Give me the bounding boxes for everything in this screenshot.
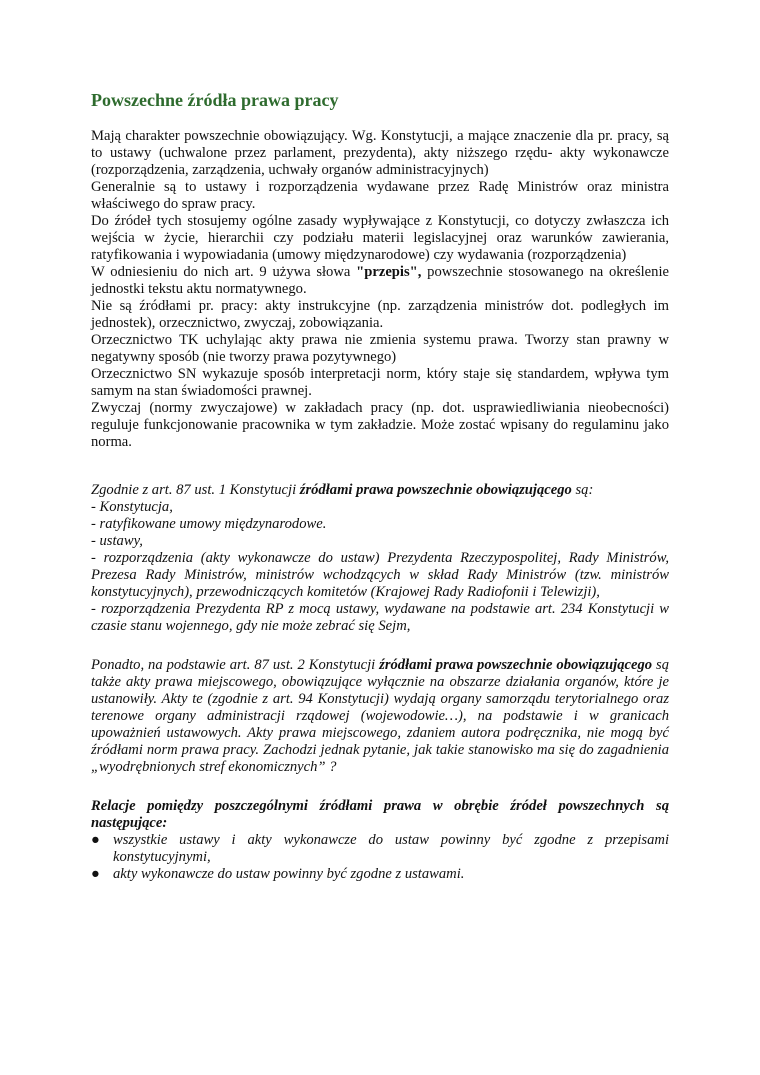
art87-2-bold: źródłami prawa powszechnie obowiązującego xyxy=(379,657,653,673)
p4-text-after: powszechnie stosowanego na określenie jednostki tekstu aktu normatywnego. xyxy=(91,264,669,297)
art87-1-section xyxy=(91,482,669,635)
list-item: - ratyfikowane umowy międzynarodowe. xyxy=(91,516,327,532)
art87-1-lead-after: są: xyxy=(571,482,594,498)
art87-2-section xyxy=(91,657,669,776)
bullet-icon: ● xyxy=(91,866,100,882)
bullet-item xyxy=(91,866,669,883)
art87-1-lead xyxy=(91,482,669,499)
list-item: - rozporządzenia (akty wykonawcze do ustaw) Prezydenta Rzeczypospolitej, Rady Ministrów, Prezesa Rady Ministrów, ministrów wchodzących w skład Rady Ministrów (tzw. ministrów konstytucyjnych), przewodniczących komitetów (Krajowej Rady Radiofonii i Telewizji), xyxy=(91,550,669,600)
intro-paragraph-4 xyxy=(91,264,669,298)
art87-2-after: są także akty prawa miejscowego, obowiązujące wyłącznie na obszarze działania organów, które je ustanowiły. Akty te (zgodnie z art. 94 Konstytucji) wydają organy samorządu terytorialnego oraz terenowe organy administracji rządowej (wojewodowie…), na podstawie i w granicach upoważnień ustawowych. Akty prawa miejscowego, zdaniem autora podręcznika, nie mogą być źródłami norm prawa pracy. Zachodzi jednak pytanie, jak takie stanowisko ma się do zagadnienia „wyodrębnionych stref ekonomicznych” ? xyxy=(91,657,669,775)
art87-2-paragraph xyxy=(91,657,669,776)
intro-paragraph-1: Mają charakter powszechnie obowiązujący. Wg. Konstytucji, a mające znaczenie dla pr. pracy, są to ustawy (uchwalone przez parlament, prezydenta), akty niższego rzędu- akty wykonawcze (rozporządzenia, zarządzenia, uchwały organów administracyjnych) xyxy=(91,128,669,178)
intro-paragraph-5: Nie są źródłami pr. pracy: akty instrukcyjne (np. zarządzenia ministrów dot. podległych im jednostek), orzecznictwo, zwyczaj, zobowiązania. xyxy=(91,298,669,331)
art87-1-lead-bold: źródłami prawa powszechnie obowiązującego xyxy=(299,482,572,498)
intro-paragraph-7: Orzecznictwo SN wykazuje sposób interpretacji norm, który staje się standardem, wpływa tym samym na stan świadomości prawnej. xyxy=(91,366,669,399)
intro-paragraph-3: Do źródeł tych stosujemy ogólne zasady wypływające z Konstytucji, co dotyczy zwłaszcza ich wejścia w życie, hierarchii czy podziału materii legislacyjnej oraz warunków zawierania, ratyfikowania i wypowiadania (umowy międzynarodowe) czy wydawania (rozporządzenia) xyxy=(91,213,669,263)
intro-paragraph-8: Zwyczaj (normy zwyczajowe) w zakładach pracy (np. dot. usprawiedliwiania nieobecności) reguluje funkcjonowanie pracownika w tym zakładzie. Może zostać wpisany do regulaminu jako norma. xyxy=(91,400,669,450)
relations-heading-text: Relacje pomiędzy poszczególnymi źródłami prawa w obrębie źródeł powszechnych są następujące: xyxy=(91,798,669,831)
list-item: - rozporządzenia Prezydenta RP z mocą ustawy, wydawane na podstawie art. 234 Konstytucji w czasie stanu wojennego, gdy nie może zebrać się Sejm, xyxy=(91,601,669,634)
intro-section xyxy=(91,128,669,451)
art87-2-before: Ponadto, na podstawie art. 87 ust. 2 Konstytucji xyxy=(91,657,380,673)
p4-text-before: W odniesieniu do nich art. 9 używa słowa xyxy=(91,264,357,280)
relations-heading xyxy=(91,798,669,832)
bullet-item xyxy=(91,832,669,866)
p4-bold-term: "przepis", xyxy=(356,264,422,280)
intro-paragraph-6: Orzecznictwo TK uchylając akty prawa nie zmienia systemu prawa. Tworzy stan prawny w negatywny sposób (nie tworzy prawa pozytywnego) xyxy=(91,332,669,365)
document-title: Powszechne źródła prawa pracy xyxy=(91,90,339,110)
relations-section xyxy=(91,798,669,883)
intro-paragraph-2: Generalnie są to ustawy i rozporządzenia wydawane przez Radę Ministrów oraz ministra właściwego do spraw pracy. xyxy=(91,179,669,212)
bullet-item-text: wszystkie ustawy i akty wykonawcze do ustaw powinny być zgodne z przepisami konstytucyjnymi, xyxy=(113,832,669,865)
list-item: - ustawy, xyxy=(91,533,143,549)
bullet-item-text: akty wykonawcze do ustaw powinny być zgodne z ustawami. xyxy=(113,866,465,882)
list-item: - Konstytucja, xyxy=(91,499,173,515)
art87-1-lead-before: Zgodnie z art. 87 ust. 1 Konstytucji xyxy=(91,482,300,498)
bullet-icon: ● xyxy=(91,832,100,848)
